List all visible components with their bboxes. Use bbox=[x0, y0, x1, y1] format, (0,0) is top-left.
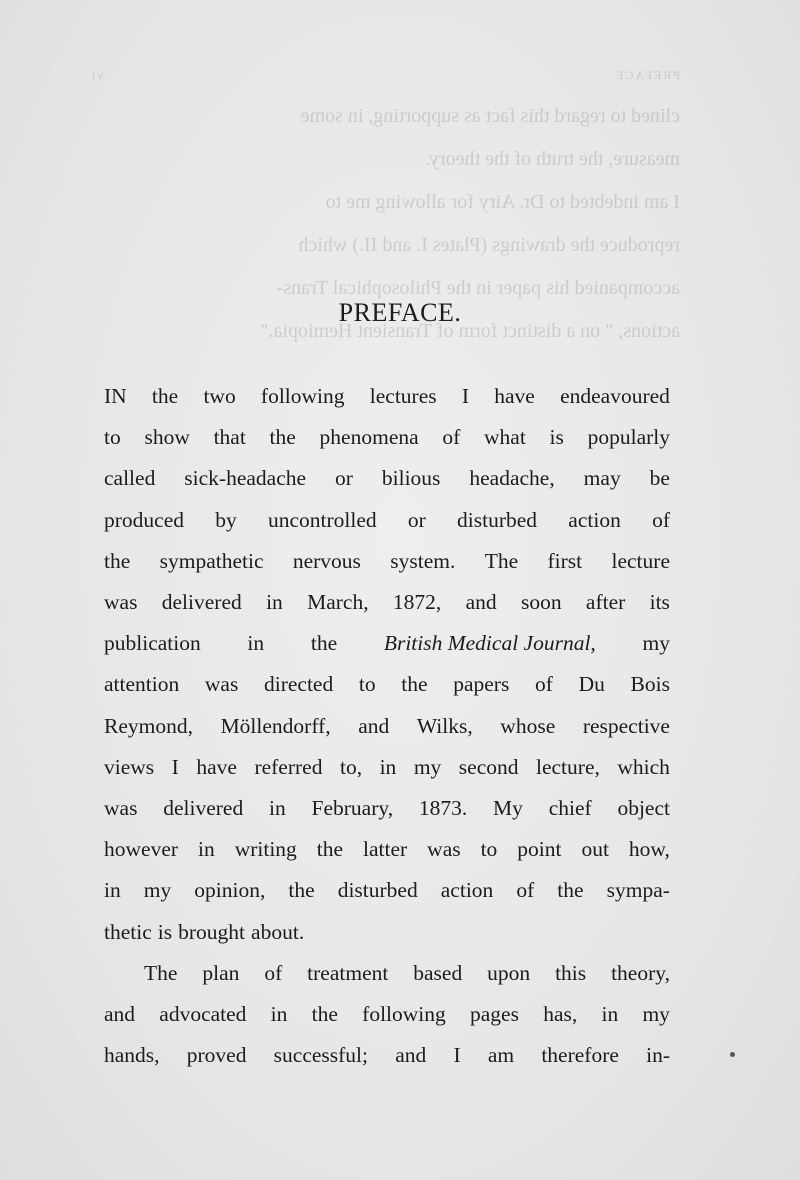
word: upon bbox=[487, 960, 531, 985]
word: two bbox=[203, 384, 236, 408]
word: the bbox=[288, 878, 315, 903]
bleed-through-line: accompanied his paper in the Philosophical Trans- bbox=[276, 277, 680, 299]
word: however bbox=[104, 837, 179, 862]
text-line bbox=[104, 417, 670, 458]
word: 1873. bbox=[418, 796, 468, 821]
word: was bbox=[427, 837, 461, 862]
word: first bbox=[547, 548, 583, 573]
word: after bbox=[585, 590, 626, 615]
word: point bbox=[517, 837, 562, 862]
word: nervous bbox=[292, 548, 361, 573]
word: The bbox=[484, 548, 519, 573]
word: to, bbox=[339, 754, 363, 779]
word: in bbox=[198, 837, 215, 862]
word: latter bbox=[363, 837, 408, 862]
word: sick-headache bbox=[184, 466, 307, 491]
word: respective bbox=[582, 713, 670, 738]
bleed-through-line: measure, the truth of the theory. bbox=[425, 148, 680, 170]
word: second bbox=[458, 754, 519, 779]
word: disturbed bbox=[337, 878, 418, 903]
word: was bbox=[104, 590, 138, 615]
word: the bbox=[557, 878, 584, 903]
word: produced bbox=[104, 507, 184, 532]
word: the bbox=[151, 384, 179, 408]
bleed-through-running-head: PREFACE bbox=[614, 68, 680, 82]
word: my bbox=[413, 754, 442, 779]
word: and bbox=[395, 1043, 427, 1068]
word: the bbox=[311, 1002, 338, 1027]
word: Bois bbox=[630, 672, 670, 697]
word: of bbox=[535, 672, 553, 697]
word: am bbox=[487, 1043, 515, 1068]
bleed-through-line: I am indebted to Dr. Airy for allowing me to bbox=[325, 191, 680, 213]
word: soon bbox=[520, 590, 562, 615]
word: delivered bbox=[161, 590, 242, 615]
journal-title: British Medical Journal, bbox=[383, 631, 596, 656]
word: show bbox=[144, 425, 190, 450]
word: therefore bbox=[541, 1043, 619, 1068]
word: my bbox=[642, 631, 670, 656]
word: to bbox=[358, 672, 376, 697]
word: in bbox=[379, 754, 397, 779]
text-line bbox=[104, 912, 670, 953]
word: popularly bbox=[587, 425, 670, 450]
word: the bbox=[104, 548, 131, 573]
word: I bbox=[461, 384, 470, 408]
text-line bbox=[104, 870, 670, 911]
word: treatment bbox=[307, 960, 389, 985]
text-line bbox=[104, 623, 670, 664]
word: the bbox=[401, 672, 428, 697]
word: that bbox=[213, 425, 246, 450]
word: about. bbox=[251, 919, 305, 944]
word: of bbox=[516, 878, 535, 903]
word: My bbox=[493, 796, 523, 821]
word: sympa- bbox=[606, 878, 670, 903]
word: has, bbox=[543, 1002, 578, 1027]
text-line bbox=[104, 747, 670, 788]
word: lecture, bbox=[536, 754, 600, 779]
word: is bbox=[549, 425, 564, 450]
word: object bbox=[617, 796, 670, 821]
word: in bbox=[269, 796, 286, 821]
word: Reymond, bbox=[104, 713, 193, 738]
word: my bbox=[642, 1002, 670, 1027]
word: of bbox=[652, 507, 670, 532]
word: may bbox=[583, 466, 621, 491]
word: based bbox=[413, 960, 463, 985]
word: in bbox=[104, 878, 121, 903]
bleed-through-line: reproduce the drawings (Plates I. and II.) which bbox=[298, 234, 680, 256]
word: theory, bbox=[611, 960, 670, 985]
text-line bbox=[104, 664, 670, 705]
word: March, bbox=[307, 590, 369, 615]
word: sympathetic bbox=[159, 548, 264, 573]
word: The bbox=[144, 960, 178, 985]
word: following bbox=[260, 384, 345, 408]
word: of bbox=[264, 960, 283, 985]
word: whose bbox=[500, 713, 556, 738]
word: is bbox=[157, 919, 173, 944]
word: attention bbox=[104, 672, 180, 697]
word: in- bbox=[646, 1043, 670, 1068]
word: my bbox=[143, 878, 172, 903]
word: opinion, bbox=[194, 878, 266, 903]
word: lecture bbox=[611, 548, 670, 573]
word: or bbox=[335, 466, 353, 491]
text-line bbox=[104, 541, 670, 582]
word: was bbox=[204, 672, 239, 697]
text-line bbox=[104, 582, 670, 623]
word: this bbox=[555, 960, 587, 985]
word: was bbox=[104, 796, 138, 821]
word: be bbox=[649, 466, 670, 491]
word: proved bbox=[186, 1043, 247, 1068]
word: I bbox=[453, 1043, 461, 1068]
print-speck bbox=[730, 1052, 735, 1057]
word: plan bbox=[202, 960, 240, 985]
text-line bbox=[104, 953, 670, 994]
word: have bbox=[196, 754, 237, 779]
word: publication bbox=[104, 631, 201, 656]
text-line bbox=[104, 376, 670, 417]
page-title: PREFACE. bbox=[338, 298, 462, 327]
word: called bbox=[104, 466, 156, 491]
word: and bbox=[104, 1002, 136, 1027]
preface-body bbox=[104, 376, 670, 1076]
word: have bbox=[494, 384, 535, 408]
word: hands, bbox=[104, 1043, 160, 1068]
word: out bbox=[581, 837, 609, 862]
word: to bbox=[480, 837, 498, 862]
word: the bbox=[310, 631, 338, 656]
word: following bbox=[362, 1002, 446, 1027]
word: February, bbox=[311, 796, 394, 821]
word: by bbox=[215, 507, 237, 532]
word: headache, bbox=[469, 466, 555, 491]
word: thetic bbox=[104, 919, 152, 944]
word: Möllendorff, bbox=[220, 713, 331, 738]
word: how, bbox=[628, 837, 670, 862]
word: and bbox=[358, 713, 390, 738]
word: which bbox=[617, 754, 670, 779]
word: and bbox=[465, 590, 497, 615]
text-line bbox=[104, 829, 670, 870]
bleed-through-header bbox=[90, 55, 680, 95]
bleed-through-line: clined to regard this fact as supporting, in some bbox=[300, 105, 680, 127]
word: referred bbox=[254, 754, 323, 779]
word: views bbox=[104, 754, 155, 779]
word: delivered bbox=[163, 796, 244, 821]
word: of bbox=[442, 425, 461, 450]
bleed-through-line: actions, " on a distinct form of Transient Hemiopia." bbox=[260, 320, 680, 342]
word: lectures bbox=[369, 384, 437, 408]
word: I bbox=[171, 754, 179, 779]
text-line bbox=[104, 458, 670, 499]
word: brought bbox=[178, 919, 246, 944]
word: 1872, bbox=[392, 590, 442, 615]
word: endeavoured bbox=[560, 384, 670, 408]
word: the bbox=[316, 837, 344, 862]
word: Du bbox=[578, 672, 605, 697]
word: chief bbox=[548, 796, 592, 821]
word: what bbox=[484, 425, 526, 450]
text-line bbox=[104, 1035, 670, 1076]
word: papers bbox=[453, 672, 510, 697]
word: phenomena bbox=[319, 425, 419, 450]
text-line bbox=[104, 500, 670, 541]
word: Wilks, bbox=[416, 713, 473, 738]
word: IN bbox=[104, 384, 127, 408]
word: in bbox=[247, 631, 265, 656]
bleed-through-page-number: vi bbox=[90, 68, 104, 82]
text-line bbox=[104, 788, 670, 829]
word: writing bbox=[234, 837, 297, 862]
word: in bbox=[266, 590, 283, 615]
word: system. bbox=[390, 548, 456, 573]
word: in bbox=[270, 1002, 288, 1027]
word: pages bbox=[470, 1002, 519, 1027]
word: bilious bbox=[381, 466, 441, 491]
word: directed bbox=[263, 672, 334, 697]
text-line bbox=[104, 706, 670, 747]
word: uncontrolled bbox=[267, 507, 377, 532]
text-line bbox=[104, 994, 670, 1035]
word: to bbox=[104, 425, 121, 450]
word: advocated bbox=[159, 1002, 247, 1027]
word: the bbox=[269, 425, 296, 450]
word: or bbox=[407, 507, 426, 532]
word: in bbox=[601, 1002, 619, 1027]
word: successful; bbox=[273, 1043, 368, 1068]
word: action bbox=[440, 878, 494, 903]
word: its bbox=[649, 590, 670, 615]
word: disturbed bbox=[457, 507, 538, 532]
word: action bbox=[568, 507, 621, 532]
